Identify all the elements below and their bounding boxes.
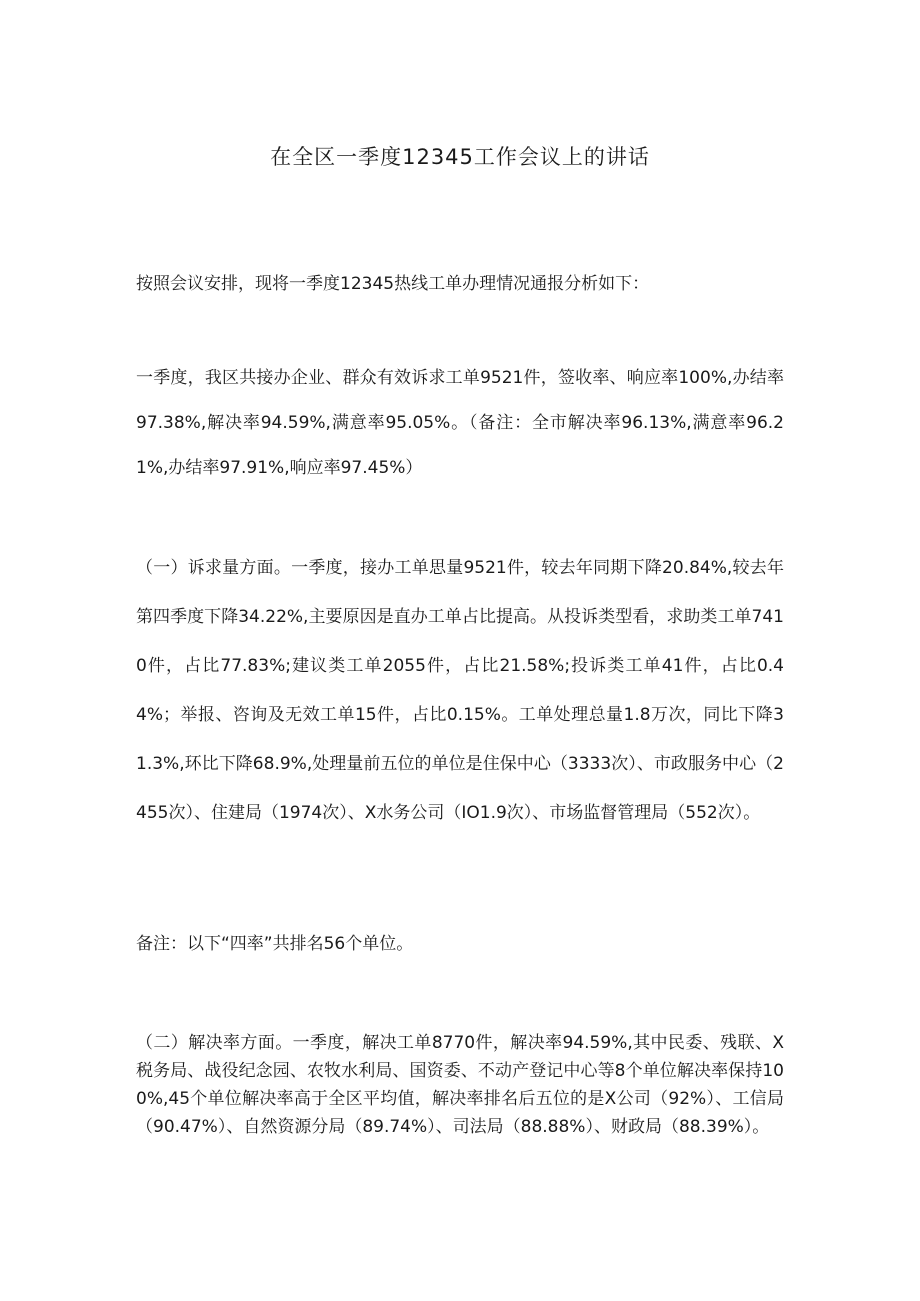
intro-paragraph: 按照会议安排，现将一季度12345热线工单办理情况通报分析如下： bbox=[136, 274, 650, 294]
ranking-note-paragraph: 备注：以下“四率”共排名56个单位。 bbox=[136, 934, 414, 954]
summary-paragraph: 一季度，我区共接办企业、群众有效诉求工单9521件，签收率、响应率100%,办结率97.38%,解决率94.59%,满意率95.05%。（备注：全市解决率96.13%,满意率96.21%,办结率97.91%,响应率97.45%） bbox=[136, 368, 784, 478]
document-title: 在全区一季度12345工作会议上的讲话 bbox=[270, 145, 650, 169]
resolution-rate-paragraph: （二）解决率方面。一季度，解决工单8770件，解决率94.59%,其中民委、残联、X税务局、战役纪念园、农牧水利局、国资委、不动产登记中心等8个单位解决率保持100%,45个单位解决率高于全区平均值，解决率排名后五位的是X公司（92%）、工信局（90.47%）、自然资源分局（89.74%）、司法局（88.88%）、财政局（88.39%）。 bbox=[136, 1033, 784, 1137]
demand-volume-paragraph: （一）诉求量方面。一季度，接办工单思量9521件，较去年同期下降20.84%,较去年第四季度下降34.22%,主要原因是直办工单占比提高。从投诉类型看，求助类工单7410件，占比77.83%;建议类工单2055件，占比21.58%;投诉类工单41件，占比0.44%；举报、咨询及无效工单15件，占比0.15%。工单处理总量1.8万次，同比下降31.3%,环比下降68.9%,处理量前五位的单位是住保中心（3333次）、市政服务中心（2455次）、住建局（1974次）、X水务公司（IO1.9次）、市场监督管理局（552次）。 bbox=[136, 558, 784, 823]
